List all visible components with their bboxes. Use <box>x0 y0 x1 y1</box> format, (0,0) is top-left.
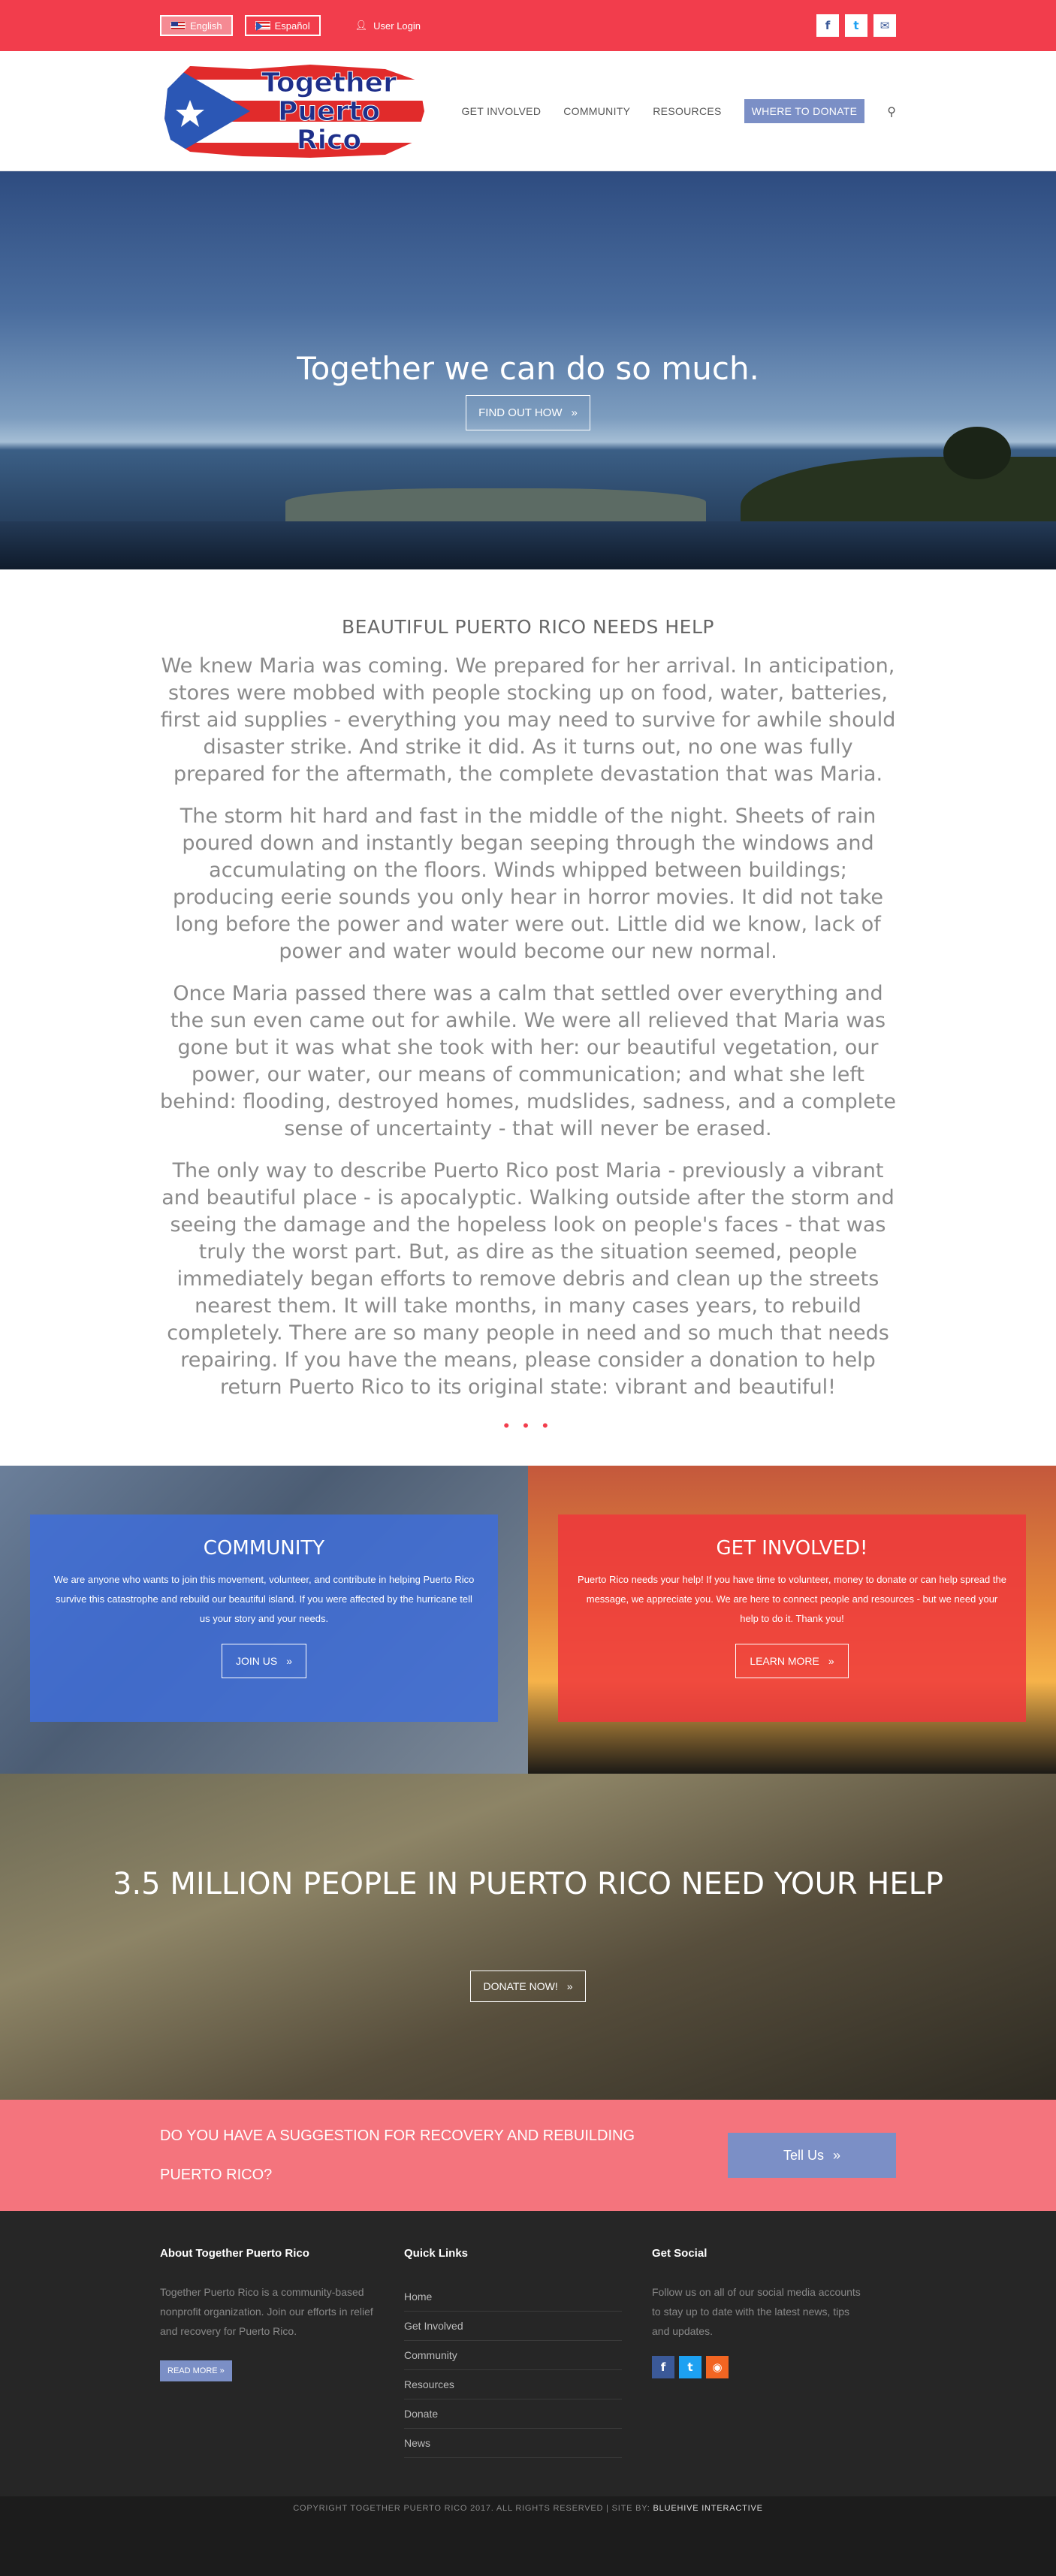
suggestion-text: DO YOU HAVE A SUGGESTION FOR RECOVERY AND REBUILDING PUERTO RICO? <box>160 2128 635 2183</box>
nav-community[interactable]: COMMUNITY <box>563 105 631 117</box>
footer-link-news[interactable]: News <box>404 2429 622 2458</box>
footer-about-text: Together Puerto Rico is a community-based nonprofit organization. Join our efforts in relief and recovery for Puerto Rico. <box>160 2286 373 2337</box>
learn-more-button[interactable] <box>735 1644 848 1678</box>
us-flag-icon <box>170 21 186 30</box>
suggestion-cta <box>0 2100 1056 2211</box>
twitter-icon[interactable]: t <box>679 2356 701 2378</box>
nav-get-involved[interactable]: GET INVOLVED <box>461 105 542 117</box>
top-bar <box>0 0 1056 51</box>
donate-now-label: DONATE NOW! <box>483 1980 558 1992</box>
hero-title: Together we can do so much. <box>297 350 759 387</box>
nav-resources[interactable]: RESOURCES <box>653 105 722 117</box>
footer-link-resources[interactable]: Resources <box>404 2370 622 2399</box>
email-icon[interactable]: ✉ <box>873 14 896 37</box>
copyright-bar <box>0 2496 1056 2576</box>
tell-us-label: Tell Us <box>783 2147 824 2163</box>
donate-now-button[interactable] <box>470 1971 585 2002</box>
get-involved-block <box>528 1466 1056 1774</box>
footer-link-donate[interactable]: Donate <box>404 2399 622 2429</box>
learn-more-label: LEARN MORE <box>750 1655 819 1667</box>
footer-social-title: Get Social <box>652 2247 708 2260</box>
castle-silhouette <box>285 488 706 523</box>
site-header <box>0 51 1056 171</box>
language-spanish-button[interactable] <box>245 15 321 36</box>
footer-social-icons <box>652 2356 866 2378</box>
footer-link-get-involved[interactable]: Get Involved <box>404 2312 622 2341</box>
rss-icon[interactable]: ◉ <box>706 2356 729 2378</box>
user-login-label: User Login <box>373 20 421 32</box>
site-footer <box>0 2211 1056 2496</box>
sea <box>0 521 1056 569</box>
double-chevron-right-icon: » <box>828 1655 834 1667</box>
footer-link-home[interactable]: Home <box>404 2282 622 2312</box>
community-text: We are anyone who wants to join this movement, volunteer, and contribute in helping Puerto Rico survive this catastrophe and rebuild our beautiful island. If you were affected by the hurricane tell us your story and your needs. <box>53 1574 475 1624</box>
help-paragraph: Once Maria passed there was a calm that settled over everything and the sun even came out for awhile. We were all relieved that Maria was gone but it was what she took with her: our beautiful vegetation, our power, our water, our means of communication; and what she left behind: flooding, destroyed homes, mudslides, sadness, and a complete sense of uncertainty - that will never be erased. <box>160 982 896 1140</box>
hero-section <box>0 171 1056 569</box>
double-chevron-right-icon: » <box>566 1980 573 1992</box>
separator-dots: • • • <box>503 1416 553 1435</box>
main-nav <box>461 99 896 123</box>
footer-about-title: About Together Puerto Rico <box>160 2247 309 2260</box>
search-icon[interactable]: ⚲ <box>887 104 896 119</box>
help-paragraph: We knew Maria was coming. We prepared for her arrival. In anticipation, stores were mobbed with people stocking up on food, water, batteries, first aid supplies - everything you may need to survive for awhile should disaster strike. And strike it did. As it turns out, no one was fully prepared for the aftermath, the complete devastation that was Maria. <box>160 654 896 786</box>
double-chevron-right-icon: » <box>286 1655 293 1667</box>
logo-line-3: Rico <box>296 125 362 156</box>
get-involved-title: GET INVOLVED! <box>716 1537 868 1560</box>
join-us-label: JOIN US <box>235 1655 278 1667</box>
language-spanish-label: Español <box>274 20 310 32</box>
footer-quick-links <box>404 2247 652 2458</box>
palm-tree-silhouette <box>943 427 1011 479</box>
nav-where-to-donate-button[interactable]: WHERE TO DONATE <box>744 99 865 123</box>
footer-social-text: Follow us on all of our social media accounts to stay up to date with the latest news, tips and updates. <box>652 2286 861 2337</box>
twitter-icon[interactable]: t <box>845 14 867 37</box>
footer-about <box>160 2247 404 2458</box>
footer-link-community[interactable]: Community <box>404 2341 622 2370</box>
find-out-how-label: FIND OUT HOW <box>478 406 563 419</box>
site-credit-link[interactable]: BLUEHIVE INTERACTIVE <box>653 2504 763 2513</box>
join-us-button[interactable] <box>222 1644 306 1678</box>
get-involved-text: Puerto Rico needs your help! If you have time to volunteer, money to donate or can help spread the message, we appreciate you. We are here to connect people and resources - but we need your help to do it. Thank you! <box>578 1574 1006 1624</box>
facebook-icon[interactable]: f <box>652 2356 674 2378</box>
logo-line-1: Together <box>261 68 397 98</box>
community-block <box>0 1466 528 1774</box>
language-english-button[interactable] <box>160 15 233 36</box>
user-login-link[interactable] <box>355 20 421 32</box>
community-title: COMMUNITY <box>203 1537 325 1560</box>
tell-us-button[interactable] <box>728 2133 896 2178</box>
help-section <box>0 569 1056 1466</box>
top-social-links <box>816 14 896 37</box>
find-out-how-button[interactable] <box>466 395 590 430</box>
facebook-icon[interactable]: f <box>816 14 839 37</box>
donate-banner <box>0 1774 1056 2100</box>
help-paragraph: The only way to describe Puerto Rico post Maria - previously a vibrant and beautiful place - is apocalyptic. Walking outside after the storm and seeing the damage and the hopeless look on people's faces - that was truly the worst part. But, as dire as the situation seemed, people immediately began efforts to remove debris and clean up the streets nearest them. It will take months, in many cases years, to rebuild completely. There are so many people in need and so much that needs repairing. If you have the means, please consider a donation to help return Puerto Rico to its original state: vibrant and beautiful! <box>161 1159 895 1399</box>
feature-panels <box>0 1466 1056 1774</box>
copyright-text: COPYRIGHT TOGETHER PUERTO RICO 2017. ALL RIGHTS RESERVED | SITE BY: <box>293 2504 653 2513</box>
help-title: BEAUTIFUL PUERTO RICO NEEDS HELP <box>342 616 714 638</box>
puerto-rico-flag-icon <box>255 21 270 30</box>
community-panel <box>30 1514 498 1722</box>
get-involved-panel <box>558 1514 1026 1722</box>
logo-line-2: Puerto <box>277 96 381 127</box>
read-more-button[interactable]: READ MORE » <box>160 2360 232 2381</box>
banner-title: 3.5 MILLION PEOPLE IN PUERTO RICO NEED YOUR HELP <box>113 1867 943 1901</box>
footer-links-title: Quick Links <box>404 2247 469 2260</box>
double-chevron-right-icon: » <box>571 406 578 419</box>
footer-social <box>652 2247 896 2458</box>
together-puerto-rico-logo[interactable] <box>160 59 430 164</box>
help-paragraph: The storm hit hard and fast in the middle of the night. Sheets of rain poured down and instantly began seeping through the windows and accumulating on the floors. Winds whipped between buildings; producing eerie sounds you only hear in horror movies. It did not take long before the power and water were out. Little did we know, lack of power and water would become our new normal. <box>172 805 884 963</box>
language-english-label: English <box>190 20 222 32</box>
user-icon: 👤︎ <box>355 20 368 32</box>
double-chevron-right-icon: » <box>833 2147 841 2163</box>
